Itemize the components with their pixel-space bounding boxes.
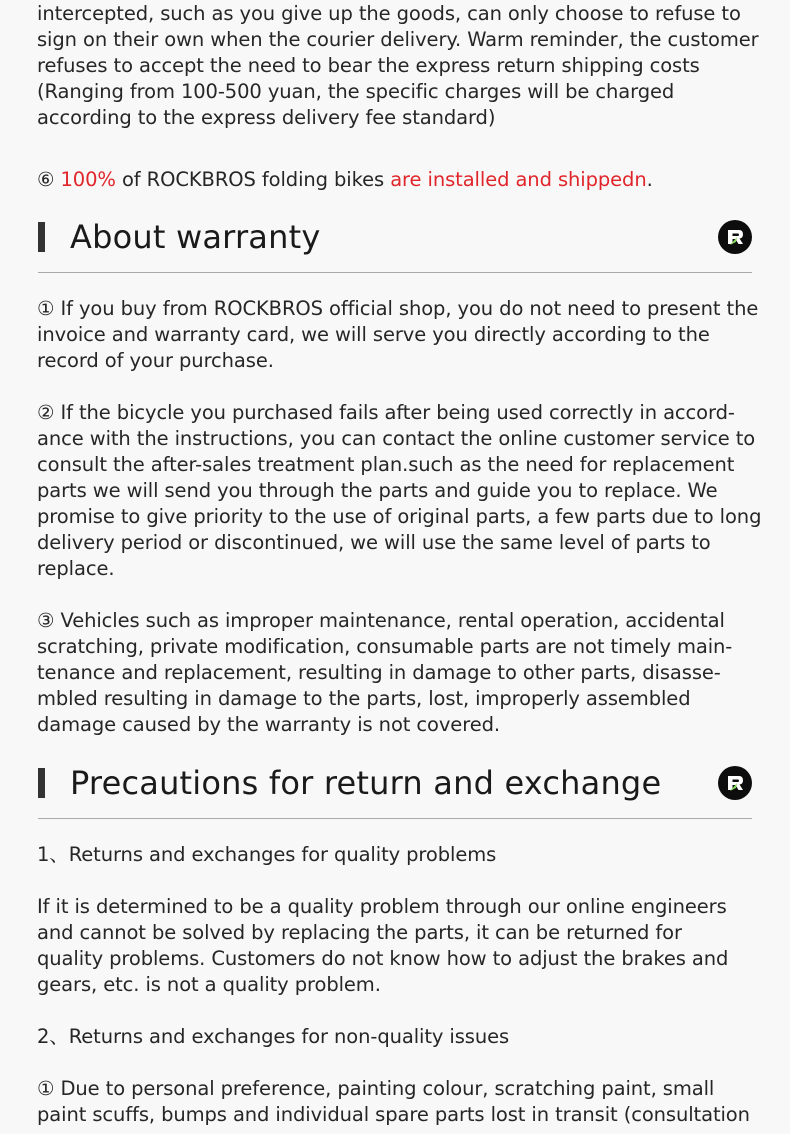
returns-subhead-2: 2、Returns and exchanges for non-quality issues: [37, 1025, 510, 1048]
heading-bar: [38, 222, 45, 252]
item-6-middle: of ROCKBROS folding bikes: [115, 168, 391, 191]
item-6-percent: 100%: [60, 168, 116, 191]
item-6-marker: ⑥: [37, 168, 61, 191]
item-6-end: .: [646, 168, 653, 191]
returns-divider: [38, 818, 752, 819]
rockbros-logo-icon: [718, 220, 752, 254]
warranty-item-2: ② If the bicycle you purchased fails after being used correctly in accord- ance with the instructions, you can contact the online customer service to consult the after-sales treatment plan.such as the need for replacement parts we will send you through the parts and guide you to replace. We promise to give priority to the use of original parts, a few parts due to long delivery period or discontinued, we will use the same level of parts to replace.: [37, 401, 762, 580]
top-paragraph: intercepted, such as you give up the goods, can only choose to refuse to sign on their own when the courier delivery. Warm reminder, the customer refuses to accept the need to bear the express return shipping costs (Ranging from 100-500 yuan, the specific charges will be charged according to the express delivery fee standard): [37, 2, 759, 129]
warranty-divider: [38, 272, 752, 273]
rockbros-logo-icon: [718, 766, 752, 800]
warranty-heading: [38, 210, 752, 264]
returns-subhead-1: 1、Returns and exchanges for quality problems: [37, 843, 497, 866]
returns-title: Precautions for return and exchange: [70, 764, 662, 802]
returns-paragraph-1: If it is determined to be a quality problem through our online engineers and cannot be solved by replacing the parts, it can be returned for quality problems. Customers do not know how to adjust the brakes and gears, etc. is not a quality problem.: [37, 895, 729, 996]
heading-bar: [38, 768, 45, 798]
warranty-item-3: ③ Vehicles such as improper maintenance, rental operation, accidental scratching, private modification, consumable parts are not timely main- tenance and replacement, resulting in damage to other parts, disasse- mbled resulting in damage to the parts, lost, improperly assembled damage caused by the warranty is not covered.: [37, 609, 733, 736]
warranty-title: About warranty: [70, 218, 321, 256]
item-6-highlight: are installed and shippedn: [390, 168, 647, 191]
returns-paragraph-2: ① Due to personal preference, painting colour, scratching paint, small paint scuffs, bumps and individual spare parts lost in transit (consultation: [37, 1077, 750, 1126]
warranty-item-1: ① If you buy from ROCKBROS official shop, you do not need to present the invoice and warranty card, we will serve you directly according to the record of your purchase.: [37, 297, 759, 372]
returns-heading: [38, 756, 752, 810]
item-6-line: [37, 167, 785, 193]
